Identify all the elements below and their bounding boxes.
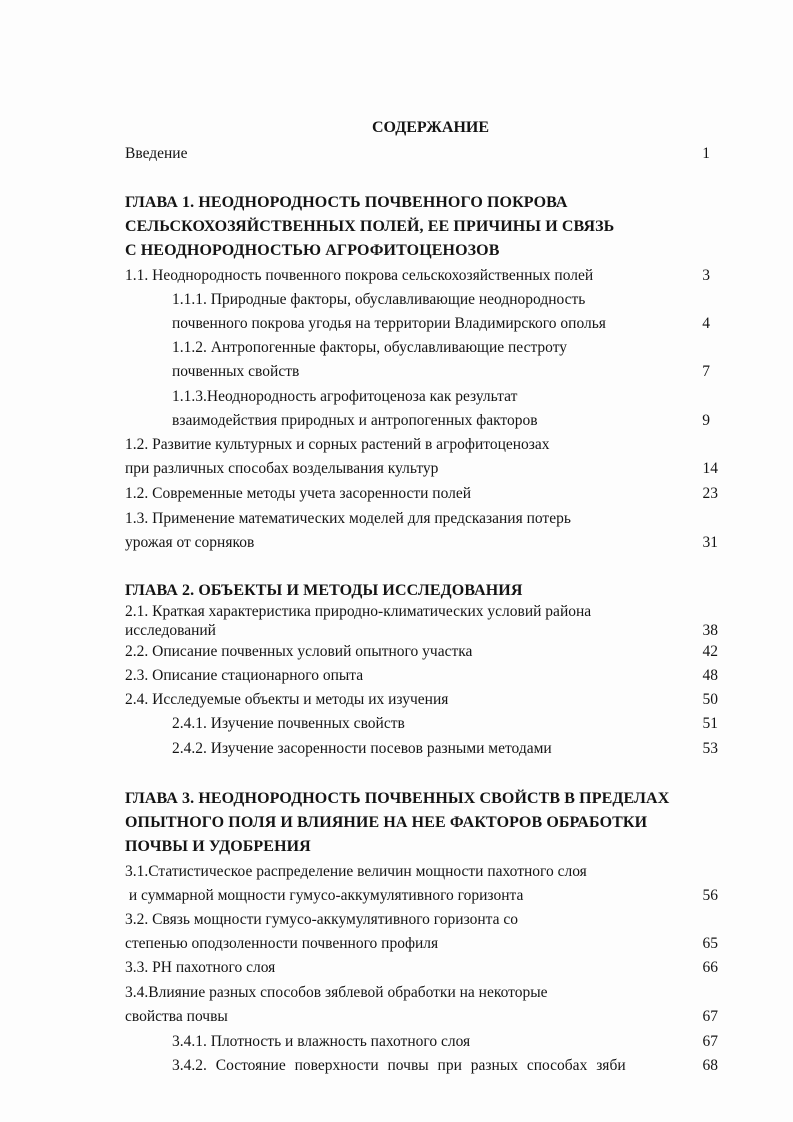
page-number: 50 <box>702 691 718 708</box>
toc-entry: 2.1. Краткая характеристика природно-климатических условий района <box>125 603 592 620</box>
toc-entry: 2.2. Описание почвенных условий опытного участка <box>125 643 473 660</box>
toc-entry: 3.4.1. Плотность и влажность пахотного слоя <box>172 1033 471 1050</box>
page-number: 48 <box>702 667 718 684</box>
page-number: 66 <box>702 959 718 976</box>
page-title: СОДЕРЖАНИЕ <box>372 119 490 136</box>
page-number: 68 <box>702 1057 718 1074</box>
toc-entry: 3.3. РН пахотного слоя <box>125 959 276 976</box>
toc-entry: 3.4.2. Состояние поверхности почвы при разных способах зяби <box>172 1057 626 1074</box>
toc-entry: при различных способах возделывания культур <box>125 460 439 477</box>
chapter-heading: ГЛАВА 3. НЕОДНОРОДНОСТЬ ПОЧВЕННЫХ СВОЙСТВ В ПРЕДЕЛАХ <box>125 790 670 807</box>
page-number: 65 <box>702 935 718 952</box>
toc-entry: урожая от сорняков <box>125 534 255 551</box>
toc-entry: 2.4. Исследуемые объекты и методы их изучения <box>125 691 449 708</box>
page-number: 38 <box>702 622 718 639</box>
chapter-heading: С НЕОДНОРОДНОСТЬЮ АГРОФИТОЦЕНОЗОВ <box>125 242 500 259</box>
toc-entry: 1.2. Развитие культурных и сорных растений в агрофитоценозах <box>125 436 550 453</box>
page-number: 53 <box>702 740 718 757</box>
toc-entry: 1.1.3.Неоднородность агрофитоценоза как результат <box>172 388 518 405</box>
chapter-heading: СЕЛЬСКОХОЗЯЙСТВЕННЫХ ПОЛЕЙ, ЕЕ ПРИЧИНЫ И СВЯЗЬ <box>125 218 615 235</box>
toc-entry: 2.3. Описание стационарного опыта <box>125 667 364 684</box>
page-number: 4 <box>702 315 710 332</box>
chapter-heading: ПОЧВЫ И УДОБРЕНИЯ <box>125 838 311 855</box>
toc-entry: 1.1.1. Природные факторы, обуславливающие неоднородность <box>172 291 586 308</box>
toc-entry: 2.4.2. Изучение засоренности посевов разными методами <box>172 740 552 757</box>
toc-entry: 3.4.Влияние разных способов зяблевой обработки на некоторые <box>125 984 548 1001</box>
toc-entry: почвенного покрова угодья на территории Владимирского ополья <box>172 315 606 332</box>
toc-entry: свойства почвы <box>125 1008 228 1025</box>
page-number: 7 <box>702 363 710 380</box>
toc-entry-intro: Введение <box>125 145 188 162</box>
toc-entry: степенью оподзоленности почвенного профиля <box>125 935 439 952</box>
toc-entry: 3.2. Связь мощности гумусо-аккумулятивного горизонта со <box>125 911 519 928</box>
toc-entry: почвенных свойств <box>172 363 300 380</box>
chapter-heading: ГЛАВА 2. ОБЪЕКТЫ И МЕТОДЫ ИССЛЕДОВАНИЯ <box>125 582 523 599</box>
toc-entry: 1.1. Неоднородность почвенного покрова сельскохозяйственных полей <box>125 267 594 284</box>
page-number: 67 <box>702 1008 718 1025</box>
page-number: 3 <box>702 267 710 284</box>
page-number: 51 <box>702 715 718 732</box>
toc-entry: исследований <box>125 622 216 639</box>
chapter-heading: ГЛАВА 1. НЕОДНОРОДНОСТЬ ПОЧВЕННОГО ПОКРОВА <box>125 194 568 211</box>
page-number: 23 <box>702 485 718 502</box>
toc-entry: 3.1.Статистическое распределение величин мощности пахотного слоя <box>125 863 587 880</box>
page-number: 31 <box>702 534 718 551</box>
chapter-heading: ОПЫТНОГО ПОЛЯ И ВЛИЯНИЕ НА НЕЕ ФАКТОРОВ ОБРАБОТКИ <box>125 814 648 831</box>
page-number: 42 <box>702 643 718 660</box>
toc-entry: 1.1.2. Антропогенные факторы, обуславливающие пестроту <box>172 339 568 356</box>
toc-entry: и суммарной мощности гумусо-аккумулятивного горизонта <box>125 887 524 904</box>
page-number: 9 <box>702 412 710 429</box>
toc-entry: 1.3. Применение математических моделей для предсказания потерь <box>125 510 571 527</box>
page-number: 56 <box>702 887 718 904</box>
toc-entry: 1.2. Современные методы учета засоренности полей <box>125 485 472 502</box>
toc-entry: 2.4.1. Изучение почвенных свойств <box>172 715 405 732</box>
toc-entry: взаимодействия природных и антропогенных факторов <box>172 412 538 429</box>
page-number: 67 <box>702 1033 718 1050</box>
page-number: 1 <box>702 145 710 162</box>
page-number: 14 <box>702 460 718 477</box>
